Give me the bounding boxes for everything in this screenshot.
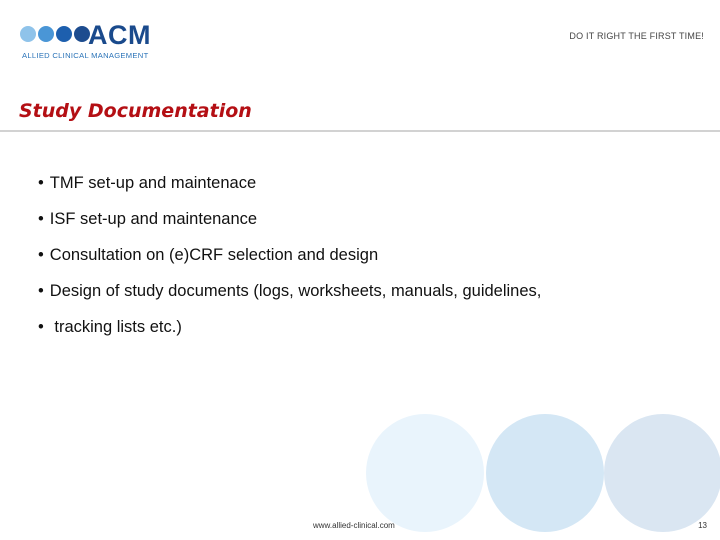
logo-dots-icon xyxy=(20,26,90,42)
bullet-icon: • xyxy=(38,210,44,228)
bullet-text: TMF set-up and maintenace xyxy=(49,174,257,192)
bullet-text: ISF set-up and maintenance xyxy=(49,210,258,228)
page-number: 13 xyxy=(698,521,707,530)
bullet-icon: • xyxy=(38,282,44,300)
bullet-text: Design of study documents (logs, worksheets, manuals, guidelines, xyxy=(49,282,542,300)
bullet-text: tracking lists etc.) xyxy=(49,318,182,336)
tagline: DO IT RIGHT THE FIRST TIME! xyxy=(569,31,704,41)
slide-title: Study Documentation xyxy=(19,100,252,122)
logo-subtitle: ALLIED CLINICAL MANAGEMENT xyxy=(22,51,149,60)
list-item xyxy=(38,172,541,208)
bullet-icon: • xyxy=(38,318,44,336)
decorative-circle xyxy=(486,414,604,532)
decorative-circle xyxy=(604,414,720,532)
bullet-list xyxy=(38,172,541,352)
company-logo xyxy=(20,20,160,62)
bullet-text: Consultation on (e)CRF selection and design xyxy=(49,246,379,264)
logo-text: ACM xyxy=(88,20,151,50)
list-item xyxy=(38,208,541,244)
list-item xyxy=(38,316,541,352)
bullet-icon: • xyxy=(38,246,44,264)
list-item xyxy=(38,280,541,316)
decorative-circle xyxy=(366,414,484,532)
footer-url: www.allied-clinical.com xyxy=(313,521,395,530)
bullet-icon: • xyxy=(38,174,44,192)
list-item xyxy=(38,244,541,280)
title-divider xyxy=(0,130,720,132)
